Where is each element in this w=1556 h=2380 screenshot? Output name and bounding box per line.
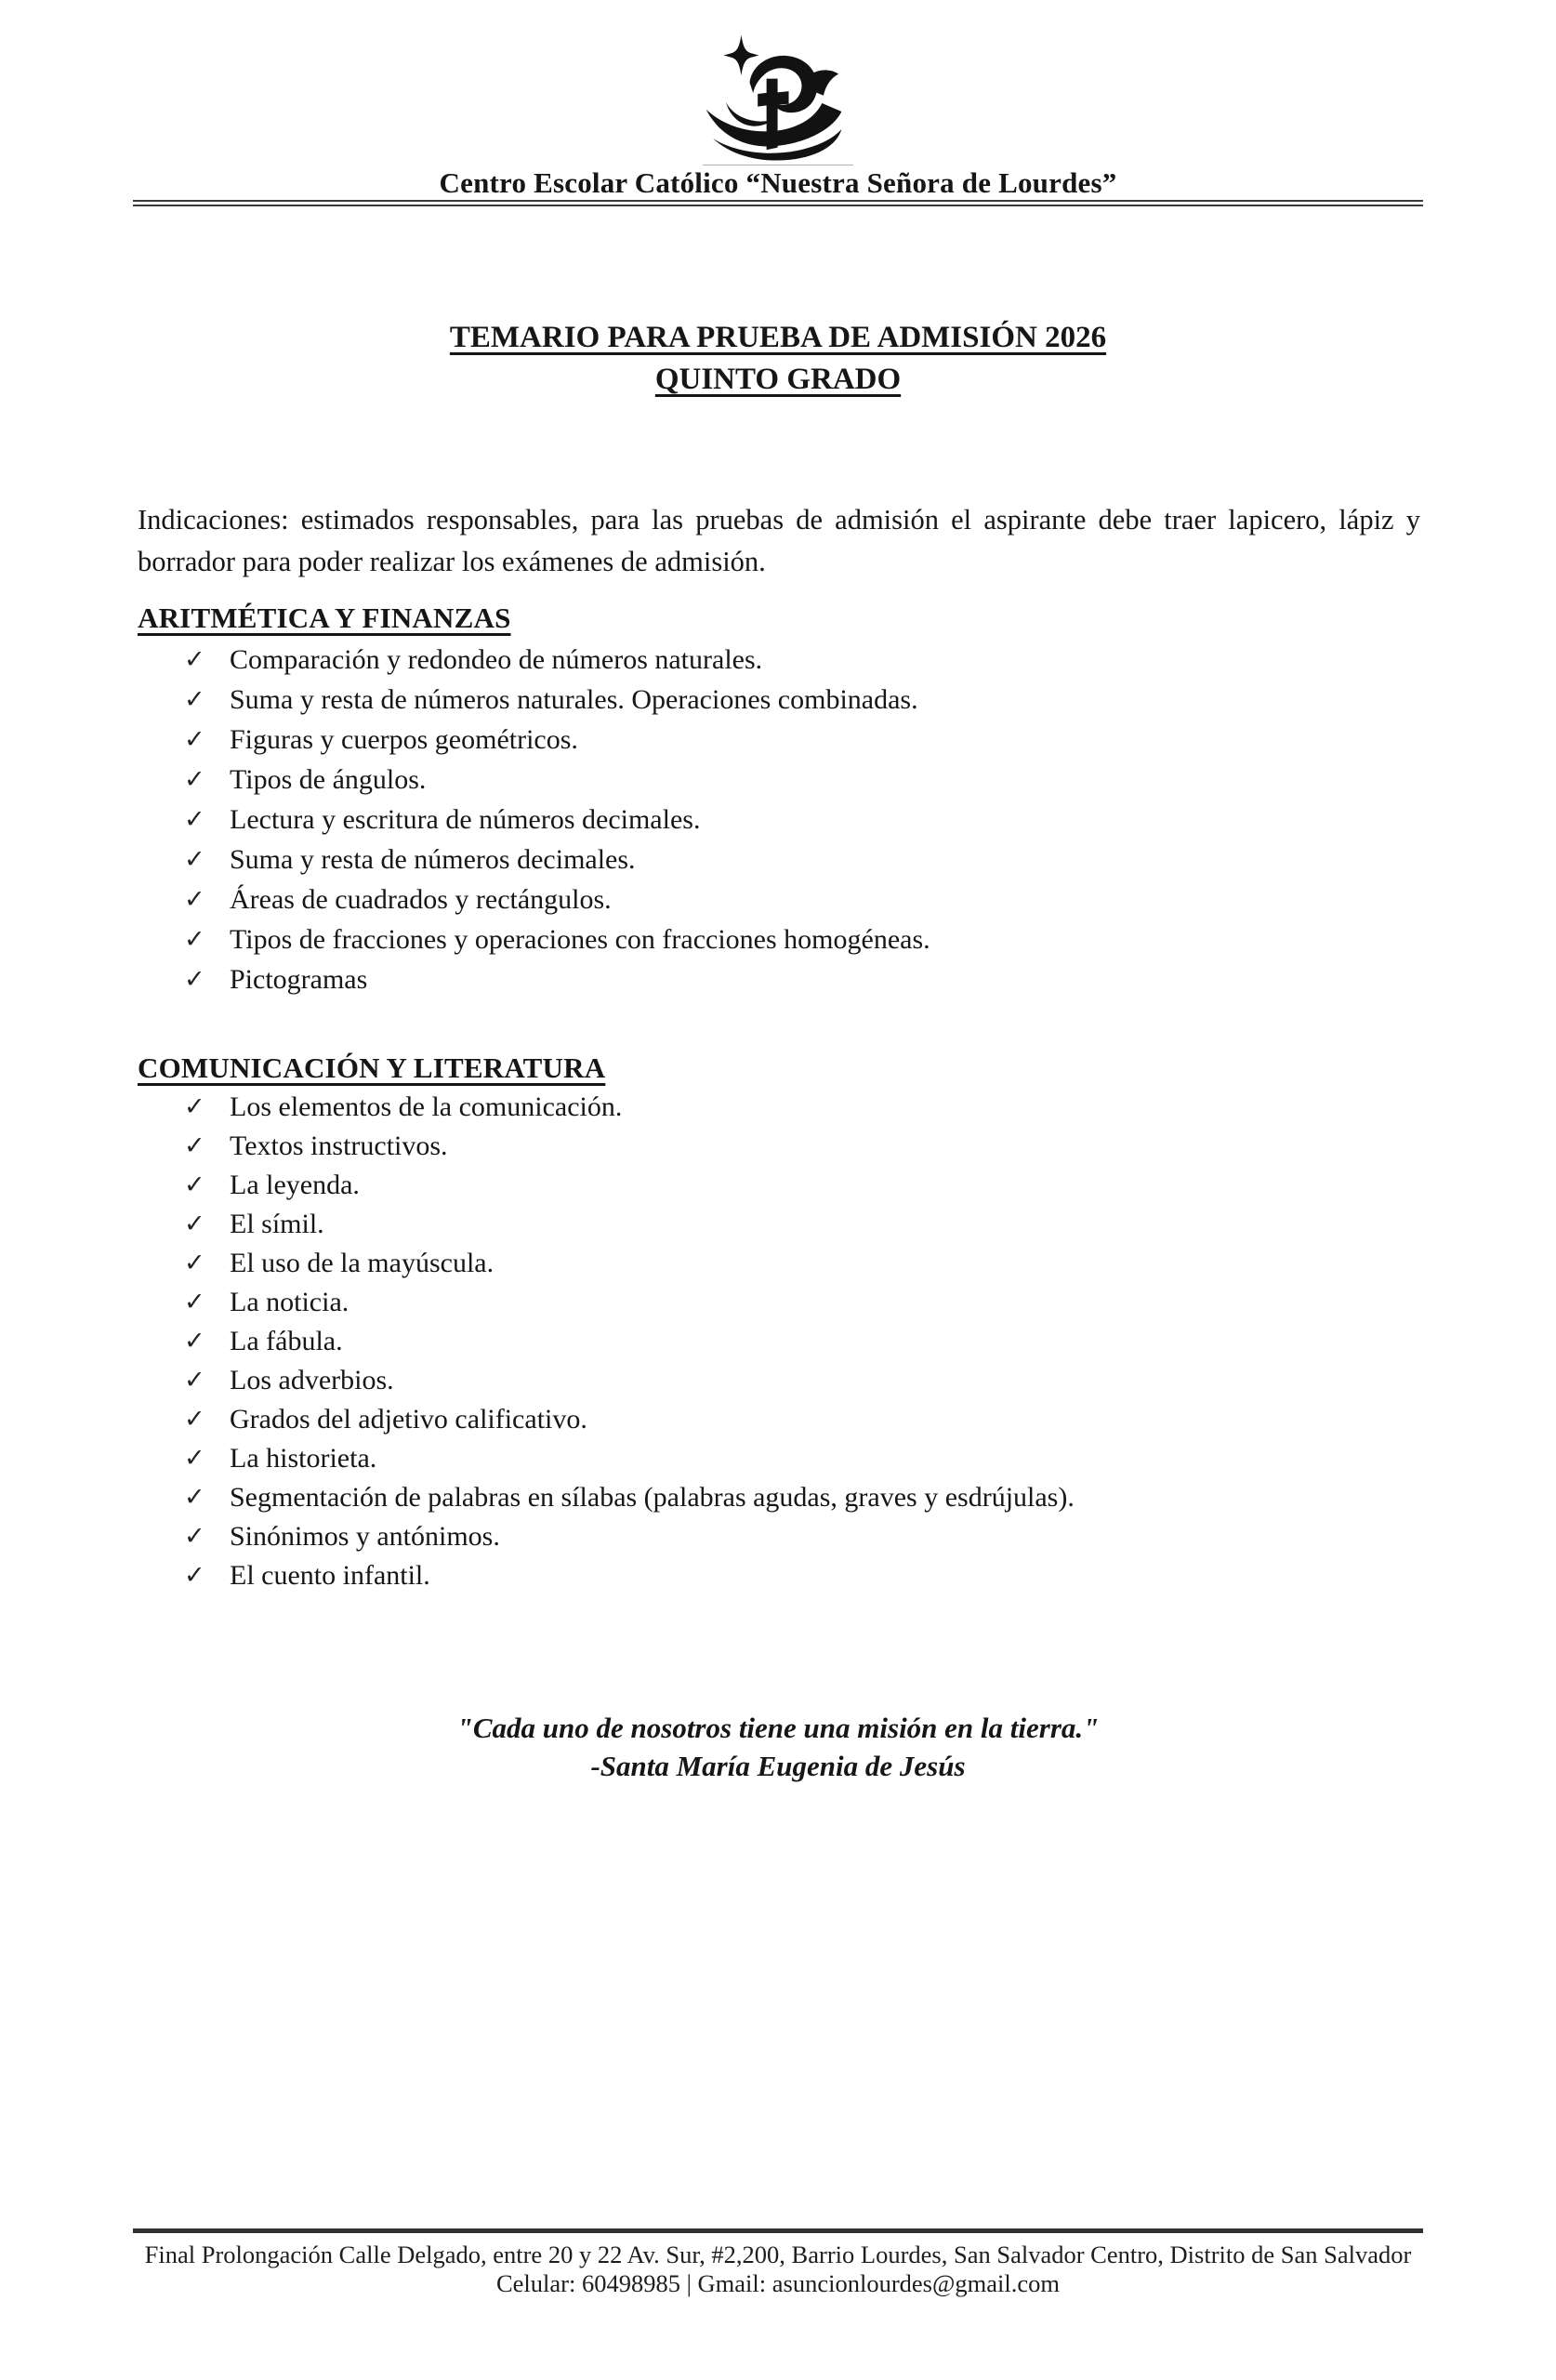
list-item [138, 1205, 1457, 1244]
check-icon: ✓ [184, 1405, 205, 1434]
quote-block [0, 1709, 1556, 1785]
check-icon: ✓ [184, 925, 205, 954]
document-title [0, 317, 1556, 401]
check-icon: ✓ [184, 1092, 205, 1121]
list-item [138, 840, 1457, 879]
list-item-text: Los elementos de la comunicación. [230, 1091, 623, 1122]
list-item [138, 1166, 1457, 1205]
list-item-text: Suma y resta de números decimales. [230, 844, 636, 875]
check-icon: ✓ [184, 965, 205, 994]
title-line1: TEMARIO PARA PRUEBA DE ADMISIÓN 2026 [449, 321, 1107, 354]
aritmetica-item-list [138, 640, 1457, 999]
quote-text: "Cada uno de nosotros tiene una misión en la tierra." [456, 1712, 1100, 1744]
list-item-text: Lectura y escritura de números decimales. [230, 804, 701, 835]
footer-contact: Celular: 60498985 | Gmail: asuncionlourdes@gmail.com [496, 2269, 1060, 2297]
instructions-paragraph: Indicaciones: estimados responsables, para las pruebas de admisión el aspirante debe traer lapicero, lápiz y borrador para poder realizar los exámenes de admisión. [138, 503, 1420, 577]
list-item-text: El cuento infantil. [230, 1560, 430, 1591]
check-icon: ✓ [184, 1288, 205, 1316]
list-item [138, 1361, 1457, 1400]
list-item-text: La historieta. [230, 1443, 377, 1474]
list-item-text: Tipos de ángulos. [230, 764, 427, 795]
list-item [138, 1283, 1457, 1322]
list-item [138, 1556, 1457, 1595]
list-item [138, 760, 1457, 800]
list-item [138, 1400, 1457, 1439]
list-item [138, 1439, 1457, 1478]
check-icon: ✓ [184, 805, 205, 834]
check-icon: ✓ [184, 1210, 205, 1238]
list-item [138, 720, 1457, 760]
list-item [138, 1517, 1457, 1556]
footer-address: Final Prolongación Calle Delgado, entre 20 y 22 Av. Sur, #2,200, Barrio Lourdes, San Salvador Centro, Distrito de San Salvador [144, 2241, 1412, 2268]
footer-rule [133, 2228, 1423, 2233]
section-heading-comunicacion: COMUNICACIÓN Y LITERATURA [138, 1051, 606, 1084]
list-item [138, 959, 1457, 999]
section-heading-aritmetica: ARITMÉTICA Y FINANZAS [138, 602, 511, 634]
school-name: Centro Escolar Católico “Nuestra Señora de Lourdes” [439, 166, 1117, 199]
comunicacion-item-list [138, 1088, 1457, 1595]
check-icon: ✓ [184, 1444, 205, 1473]
list-item [138, 879, 1457, 919]
school-logo [687, 33, 869, 164]
list-item [138, 1088, 1457, 1127]
quote-author: -Santa María Eugenia de Jesús [590, 1750, 966, 1782]
check-icon: ✓ [184, 765, 205, 794]
list-item-text: Textos instructivos. [230, 1130, 448, 1161]
list-item-text: Tipos de fracciones y operaciones con fracciones homogéneas. [230, 924, 930, 955]
page-footer [0, 2241, 1556, 2298]
list-item [138, 1244, 1457, 1283]
check-icon: ✓ [184, 1131, 205, 1160]
check-icon: ✓ [184, 1561, 205, 1590]
check-icon: ✓ [184, 1249, 205, 1277]
check-icon: ✓ [184, 1366, 205, 1395]
list-item-text: La fábula. [230, 1326, 343, 1356]
check-icon: ✓ [184, 725, 205, 754]
list-item-text: Comparación y redondeo de números naturales. [230, 644, 763, 675]
list-item [138, 919, 1457, 959]
list-item-text: El símil. [230, 1209, 324, 1239]
list-item-text: Pictogramas [230, 964, 368, 995]
check-icon: ✓ [184, 1483, 205, 1512]
header-rule [133, 200, 1423, 206]
check-icon: ✓ [184, 1327, 205, 1355]
list-item-text: Grados del adjetivo calificativo. [230, 1404, 587, 1435]
list-item-text: Los adverbios. [230, 1365, 394, 1395]
list-item [138, 800, 1457, 840]
list-item-text: El uso de la mayúscula. [230, 1248, 494, 1278]
list-item-text: Áreas de cuadrados y rectángulos. [230, 884, 612, 915]
check-icon: ✓ [184, 645, 205, 674]
check-icon: ✓ [184, 1170, 205, 1199]
list-item-text: Sinónimos y antónimos. [230, 1521, 500, 1552]
check-icon: ✓ [184, 885, 205, 914]
check-icon: ✓ [184, 1522, 205, 1551]
list-item-text: La leyenda. [230, 1170, 360, 1200]
list-item [138, 1127, 1457, 1166]
list-item-text: La noticia. [230, 1287, 349, 1317]
check-icon: ✓ [184, 685, 205, 714]
list-item [138, 640, 1457, 680]
list-item [138, 680, 1457, 720]
list-item [138, 1478, 1457, 1517]
list-item-text: Segmentación de palabras en sílabas (palabras agudas, graves y esdrújulas). [230, 1482, 1075, 1513]
list-item-text: Figuras y cuerpos geométricos. [230, 724, 578, 755]
list-item [138, 1322, 1457, 1361]
title-line2: QUINTO GRADO [654, 363, 902, 396]
list-item-text: Suma y resta de números naturales. Operaciones combinadas. [230, 684, 918, 715]
check-icon: ✓ [184, 845, 205, 874]
